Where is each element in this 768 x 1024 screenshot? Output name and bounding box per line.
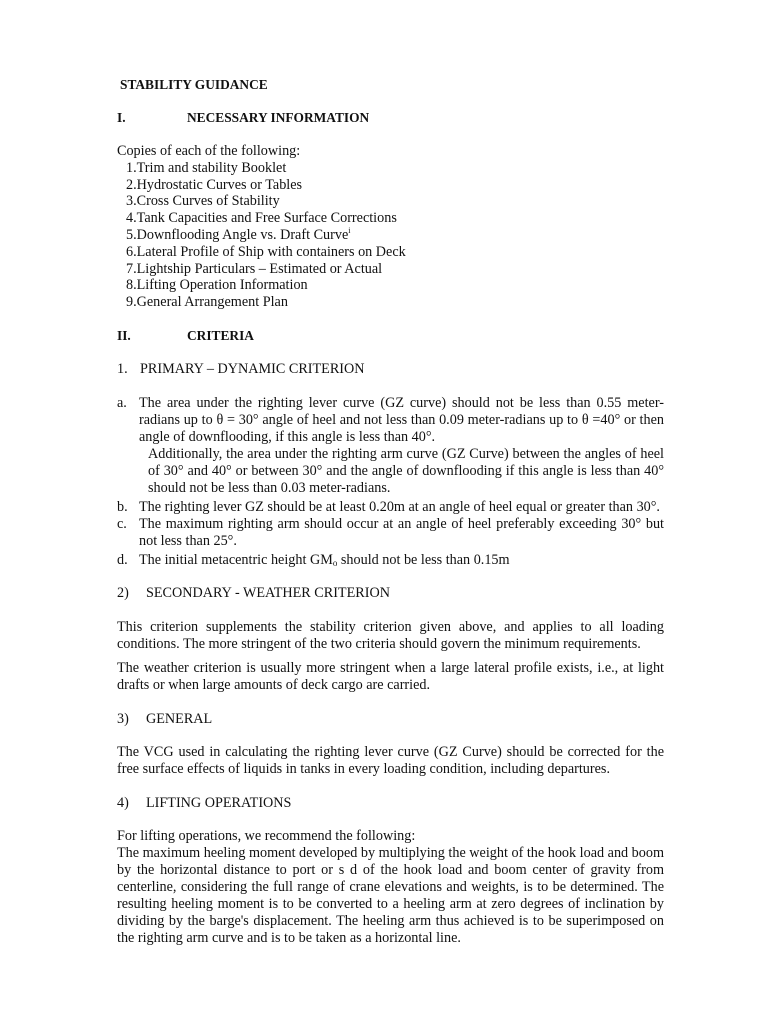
list-item-text: Downflooding Angle vs. Draft Curve: [136, 227, 349, 243]
list-item: [126, 244, 406, 261]
document-title: STABILITY GUIDANCE: [120, 77, 268, 92]
item-d-label: d.: [117, 552, 128, 568]
lifting-intro: For lifting operations, we recommend the following:: [117, 828, 416, 844]
lifting-line: by the horizontal distance to port or s d of the hook load and boom center of gravity from: [117, 862, 664, 878]
list-item: [126, 193, 280, 210]
list-item: [126, 261, 382, 278]
item-d-text: [139, 552, 510, 569]
list-item: [126, 177, 302, 194]
item-d-subscript: o: [332, 558, 338, 568]
item-d-text-start: The initial metacentric height GM: [139, 552, 333, 568]
lifting-last-line: the righting arm curve and is to be taken as a horizontal line.: [117, 930, 461, 946]
list-item: [126, 160, 286, 177]
list-item-text: Lightship Particulars – Estimated or Actual: [136, 261, 383, 277]
section-1-intro: Copies of each of the following:: [117, 143, 301, 159]
general-heading: GENERAL: [146, 711, 213, 727]
item-a-line: The area under the righting lever curve (GZ curve) should not be less than 0.55 meter-: [139, 395, 664, 411]
item-d-text-end: should not be less than 0.15m: [337, 552, 510, 568]
general-number: 3): [117, 711, 129, 727]
item-a-extra-line: should not be less than 0.03 meter-radians.: [148, 480, 391, 496]
list-item-number: 2.: [126, 177, 137, 193]
item-a-extra-line: Additionally, the area under the righting arm curve (GZ Curve) between the angles of heel: [148, 446, 664, 462]
list-item-text: General Arrangement Plan: [136, 294, 288, 310]
list-item-number: 7.: [126, 261, 137, 277]
lifting-heading: LIFTING OPERATIONS: [146, 795, 292, 811]
item-c-line: The maximum righting arm should occur at an angle of heel preferably exceeding 30° but: [139, 516, 664, 532]
list-item: [126, 277, 308, 294]
lifting-line: dividing by the barge's displacement. The heeling arm thus achieved is to be superimposed on: [117, 913, 664, 929]
list-item-text: Trim and stability Booklet: [136, 160, 287, 176]
item-c-line: not less than 25°.: [139, 533, 237, 549]
item-b-text: The righting lever GZ should be at least 0.20m at an angle of heel equal or greater than 30°.: [139, 499, 660, 515]
list-item-text: Lifting Operation Information: [136, 277, 308, 293]
lifting-line: The maximum heeling moment developed by multiplying the weight of the hook load and boom: [117, 845, 664, 861]
list-item-text: Cross Curves of Stability: [136, 193, 280, 209]
footnote-reference[interactable]: i: [348, 226, 351, 235]
primary-criterion-heading: PRIMARY – DYNAMIC CRITERION: [140, 361, 365, 377]
list-item-number: 8.: [126, 277, 137, 293]
section-2-heading: CRITERIA: [187, 328, 254, 343]
item-a-extra-line: of 30° and 40° or between 30° and the angle of downflooding if this angle is less than 40°: [148, 463, 664, 479]
lifting-line: centerline, considering the full range of crane elevations and weights, is to be determined. The: [117, 879, 664, 895]
list-item-number: 9.: [126, 294, 137, 310]
item-a-label: a.: [117, 395, 127, 411]
primary-criterion-number: 1.: [117, 361, 128, 377]
item-b-label: b.: [117, 499, 128, 515]
list-item-number: 4.: [126, 210, 137, 226]
section-2-numeral: II.: [117, 328, 131, 343]
item-a-line: radians up to θ = 30° angle of heel and not less than 0.09 meter-radians up to θ =40° or then: [139, 412, 664, 428]
list-item: [126, 210, 397, 227]
list-item-number: 6.: [126, 244, 137, 260]
lifting-line: resulting heeling moment is to be converted to a heeling arm at zero degrees of inclination by: [117, 896, 664, 912]
secondary-paragraph-2: The weather criterion is usually more stringent when a large lateral profile exists, i.e., at light drafts or when large amounts of deck cargo are carried.: [117, 660, 664, 693]
item-c-label: c.: [117, 516, 127, 532]
list-item-text: Hydrostatic Curves or Tables: [136, 177, 303, 193]
section-1-numeral: I.: [117, 110, 126, 125]
secondary-criterion-heading: SECONDARY - WEATHER CRITERION: [146, 585, 390, 601]
lifting-number: 4): [117, 795, 129, 811]
secondary-criterion-number: 2): [117, 585, 129, 601]
list-item: [126, 294, 288, 311]
secondary-paragraph-1: This criterion supplements the stability criterion given above, and applies to all loading conditions. The more stringent of the two criteria should govern the minimum requirements.: [117, 619, 664, 652]
section-1-heading: NECESSARY INFORMATION: [187, 110, 370, 125]
list-item-number: 5.: [126, 227, 137, 243]
list-item-number: 1.: [126, 160, 137, 176]
list-item-text: Tank Capacities and Free Surface Corrections: [136, 210, 397, 226]
list-item-number: 3.: [126, 193, 137, 209]
item-a-line: angle of downflooding, if this angle is less than 40°.: [139, 429, 436, 445]
list-item-text: Lateral Profile of Ship with containers on Deck: [136, 244, 406, 260]
general-paragraph: The VCG used in calculating the righting lever curve (GZ Curve) should be corrected for the free surface effects of liquids in tanks in every loading condition, including departures.: [117, 744, 664, 777]
list-item: [126, 227, 350, 244]
